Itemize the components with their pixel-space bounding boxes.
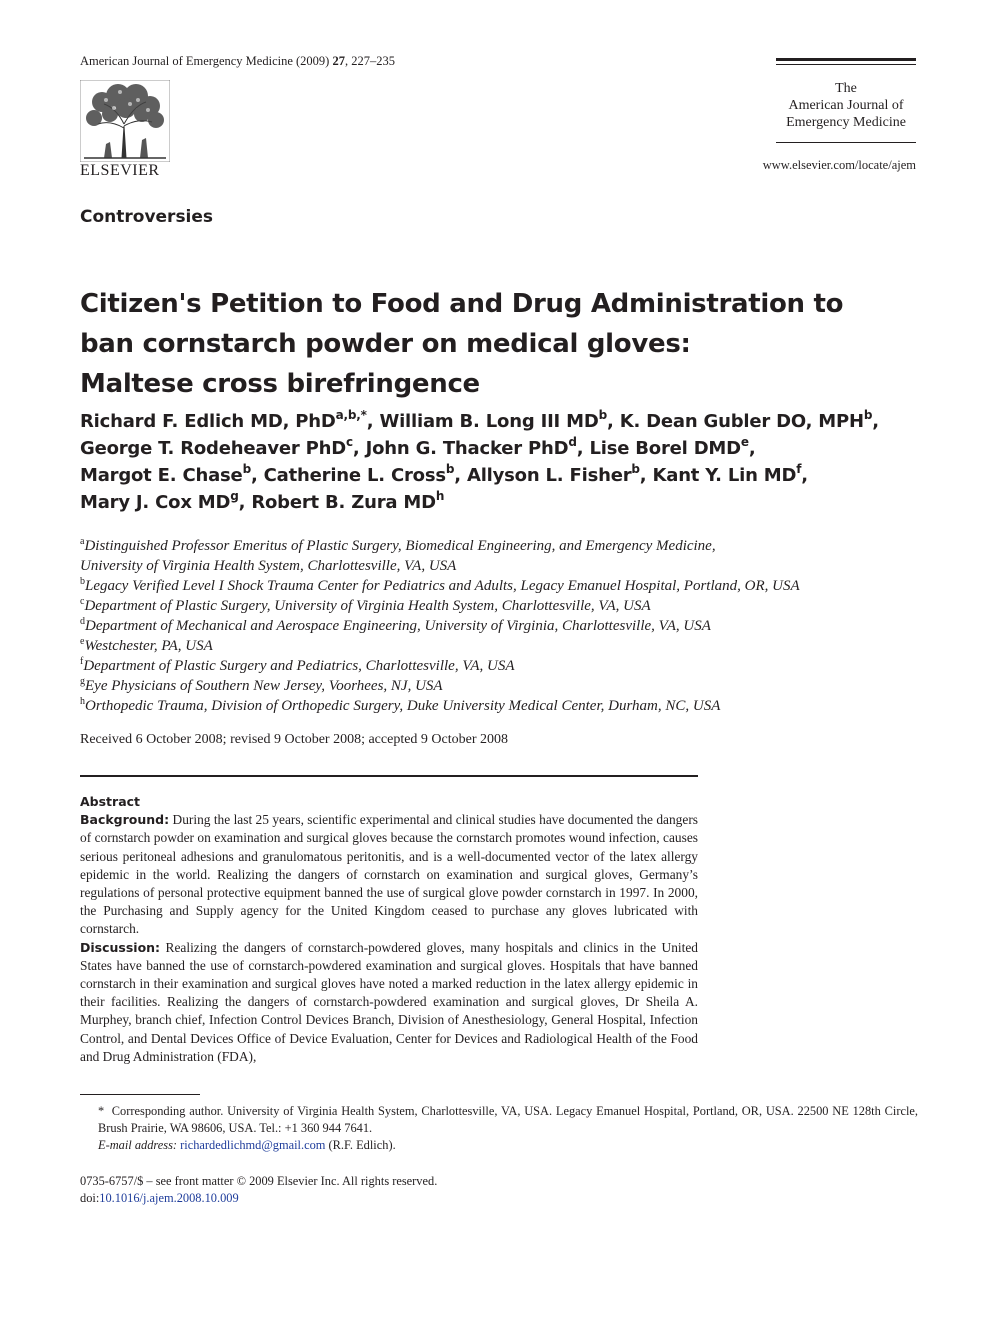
affiliation: $^g$Eye Physicians of Southern New Jersey, Voorhees, NJ, USA: [80, 676, 443, 694]
author-list: Richard F. Edlich MD, PhD$^{a,b,*}$, William B. Long III $MD^b$, K. Dean Gubler DO, MPH$^b$, George T. Rodeheaver PhD$^c$, John G. Thacker PhD$^d$, Lise Borel DMDe, Margot E. Chase$^b$, Catherine L. Cross$^b$, Allyson L. Fisher$^b$, Kant Y. Lin $MD^f$, Mary J. Cox $MD^g$, Robert B. Zura $MD^h$: [80, 408, 879, 513]
affiliation-marker[interactable]: h: [435, 489, 445, 503]
affiliation-marker[interactable]: a,b,*: [335, 408, 367, 422]
affiliation-marker[interactable]: b: [863, 408, 873, 422]
abstract-heading: Abstract: [80, 794, 141, 809]
author: Margot E. Chase: [80, 465, 243, 486]
doi-link[interactable]: 10.1016/j.ajem.2008.10.009: [99, 1191, 239, 1205]
abstract-rule: [80, 775, 698, 777]
affiliation: $^e$Westchester, PA, USA: [80, 636, 213, 654]
author: Richard F. Edlich MD, PhD: [80, 411, 336, 432]
corresponding-author-footnote: * Corresponding author. University of Virginia Health System, Charlottesville, VA, USA. Legacy Emanuel Hospital, Portland, OR, USA. 22500 NE 128th Circle, Brush Prairie, WA 98606, USA. Tel.: +1 360 944 7641. E-mail address: richardedlichmd@gmail.com (R.F. Edlich).: [98, 1104, 918, 1152]
affiliation-marker[interactable]: f: [796, 462, 802, 476]
author: William B. Long III MD: [379, 411, 599, 432]
affiliation-continued: University of Virginia Health System, Charlottesville, VA, USA: [80, 558, 457, 574]
affiliation-marker[interactable]: b: [445, 462, 455, 476]
received-dates: Received 6 October 2008; revised 9 October 2008; accepted 9 October 2008: [80, 732, 509, 747]
author: K. Dean Gubler DO, MPH: [619, 411, 864, 432]
journal-name: The American Journal of Emergency Medicine: [786, 81, 906, 130]
affiliation: $^f$Department of Plastic Surgery and Pediatrics, Charlottesville, VA, USA: [80, 656, 515, 674]
journal-citation: American Journal of Emergency Medicine (2009) 27, 227–235: [80, 54, 395, 68]
publisher-name: ELSEVIER: [80, 162, 160, 179]
author: Lise Borel DMD: [589, 438, 741, 459]
author: Kant Y. Lin MD: [652, 465, 797, 486]
affiliation: $^h$Orthopedic Trauma, Division of Orthopedic Surgery, Duke University Medical Center, Durham, NC, USA: [80, 696, 721, 714]
affiliations: [80, 536, 930, 716]
affiliation-marker[interactable]: e: [740, 435, 749, 449]
affiliation: $^b$Legacy Verified Level I Shock Trauma Center for Pediatrics and Adults, Legacy Emanuel Hospital, Portland, OR, USA: [80, 576, 800, 594]
author: John G. Thacker PhD: [365, 438, 569, 459]
author: George T. Rodeheaver PhD: [80, 438, 346, 459]
affiliation-marker[interactable]: g: [230, 489, 239, 503]
affiliation: $^a$Distinguished Professor Emeritus of Plastic Surgery, Biomedical Engineering, and Emergency Medicine,: [80, 536, 716, 554]
email-link[interactable]: richardedlichmd@gmail.com: [180, 1138, 326, 1152]
affiliation-marker[interactable]: b: [598, 408, 607, 422]
copyright-block: 0735-6757/$ – see front matter © 2009 Elsevier Inc. All rights reserved. doi:10.1016/j.ajem.2008.10.009: [80, 1174, 438, 1205]
footnote-rule: [80, 1094, 200, 1095]
article-title: Citizen's Petition to Food and Drug Administration to ban cornstarch powder on medical gloves: Maltese cross birefringence: [80, 289, 844, 399]
author: Allyson L. Fisher: [466, 465, 632, 486]
affiliation-marker[interactable]: b: [631, 462, 640, 476]
affiliation-marker[interactable]: b: [242, 462, 251, 476]
masthead-rule: [776, 64, 916, 65]
abstract-discussion: Discussion: Realizing the dangers of cornstarch-powdered gloves, many hospitals and clinics in the United States have banned the use of cornstarch-powdered examination and surgical gloves. Hospitals that have banned cornstarch in their examination and surgical gloves have noted a marked reduction in the latex allergy epidemic in their facilities. Realizing the dangers of cornstarch-powdered examination and surgical gloves, Dr Sheila A. Murphey, branch chief, Infection Control Devices Branch, Division of Anesthesiology, General Hospital, Infection Control, and Dental Devices Office of Device Evaluation, Center for Devices and Radiological Health of the Food and Drug Administration (FDA),: [80, 939, 698, 1064]
masthead-rule: [776, 142, 916, 143]
affiliation: $^d$Department of Mechanical and Aerospace Engineering, University of Virginia, Charlottesville, VA, USA: [80, 616, 711, 634]
abstract: [80, 793, 698, 1066]
affiliation-marker[interactable]: c: [345, 435, 353, 449]
masthead-rule: [776, 58, 916, 61]
affiliation-marker[interactable]: d: [568, 435, 577, 449]
journal-url[interactable]: www.elsevier.com/locate/ajem: [762, 158, 916, 172]
section-label: Controversies: [80, 207, 214, 227]
abstract-background: Background: During the last 25 years, scientific experimental and clinical studies have documented the dangers of cornstarch powder on examination and surgical gloves because the cornstarch promotes wound infection, causes serious peritoneal adhesions and granulomatous peritonitis, and is a well-documented vector of the latex allergy epidemic in the world. Realizing the dangers of cornstarch on examination and surgical gloves, Germany’s regulations of personal protective equipment banned the use of surgical glove powder cornstarch in 1997. In 2000, the Purchasing and Supply agency for the United Kingdom ceased to purchase any gloves lubricated with cornstarch.: [80, 812, 698, 937]
author: Robert B. Zura MD: [251, 492, 436, 513]
author: Catherine L. Cross: [263, 465, 446, 486]
author: Mary J. Cox MD: [80, 492, 231, 513]
affiliation: $^c$Department of Plastic Surgery, University of Virginia Health System, Charlottesville, VA, USA: [80, 596, 651, 614]
